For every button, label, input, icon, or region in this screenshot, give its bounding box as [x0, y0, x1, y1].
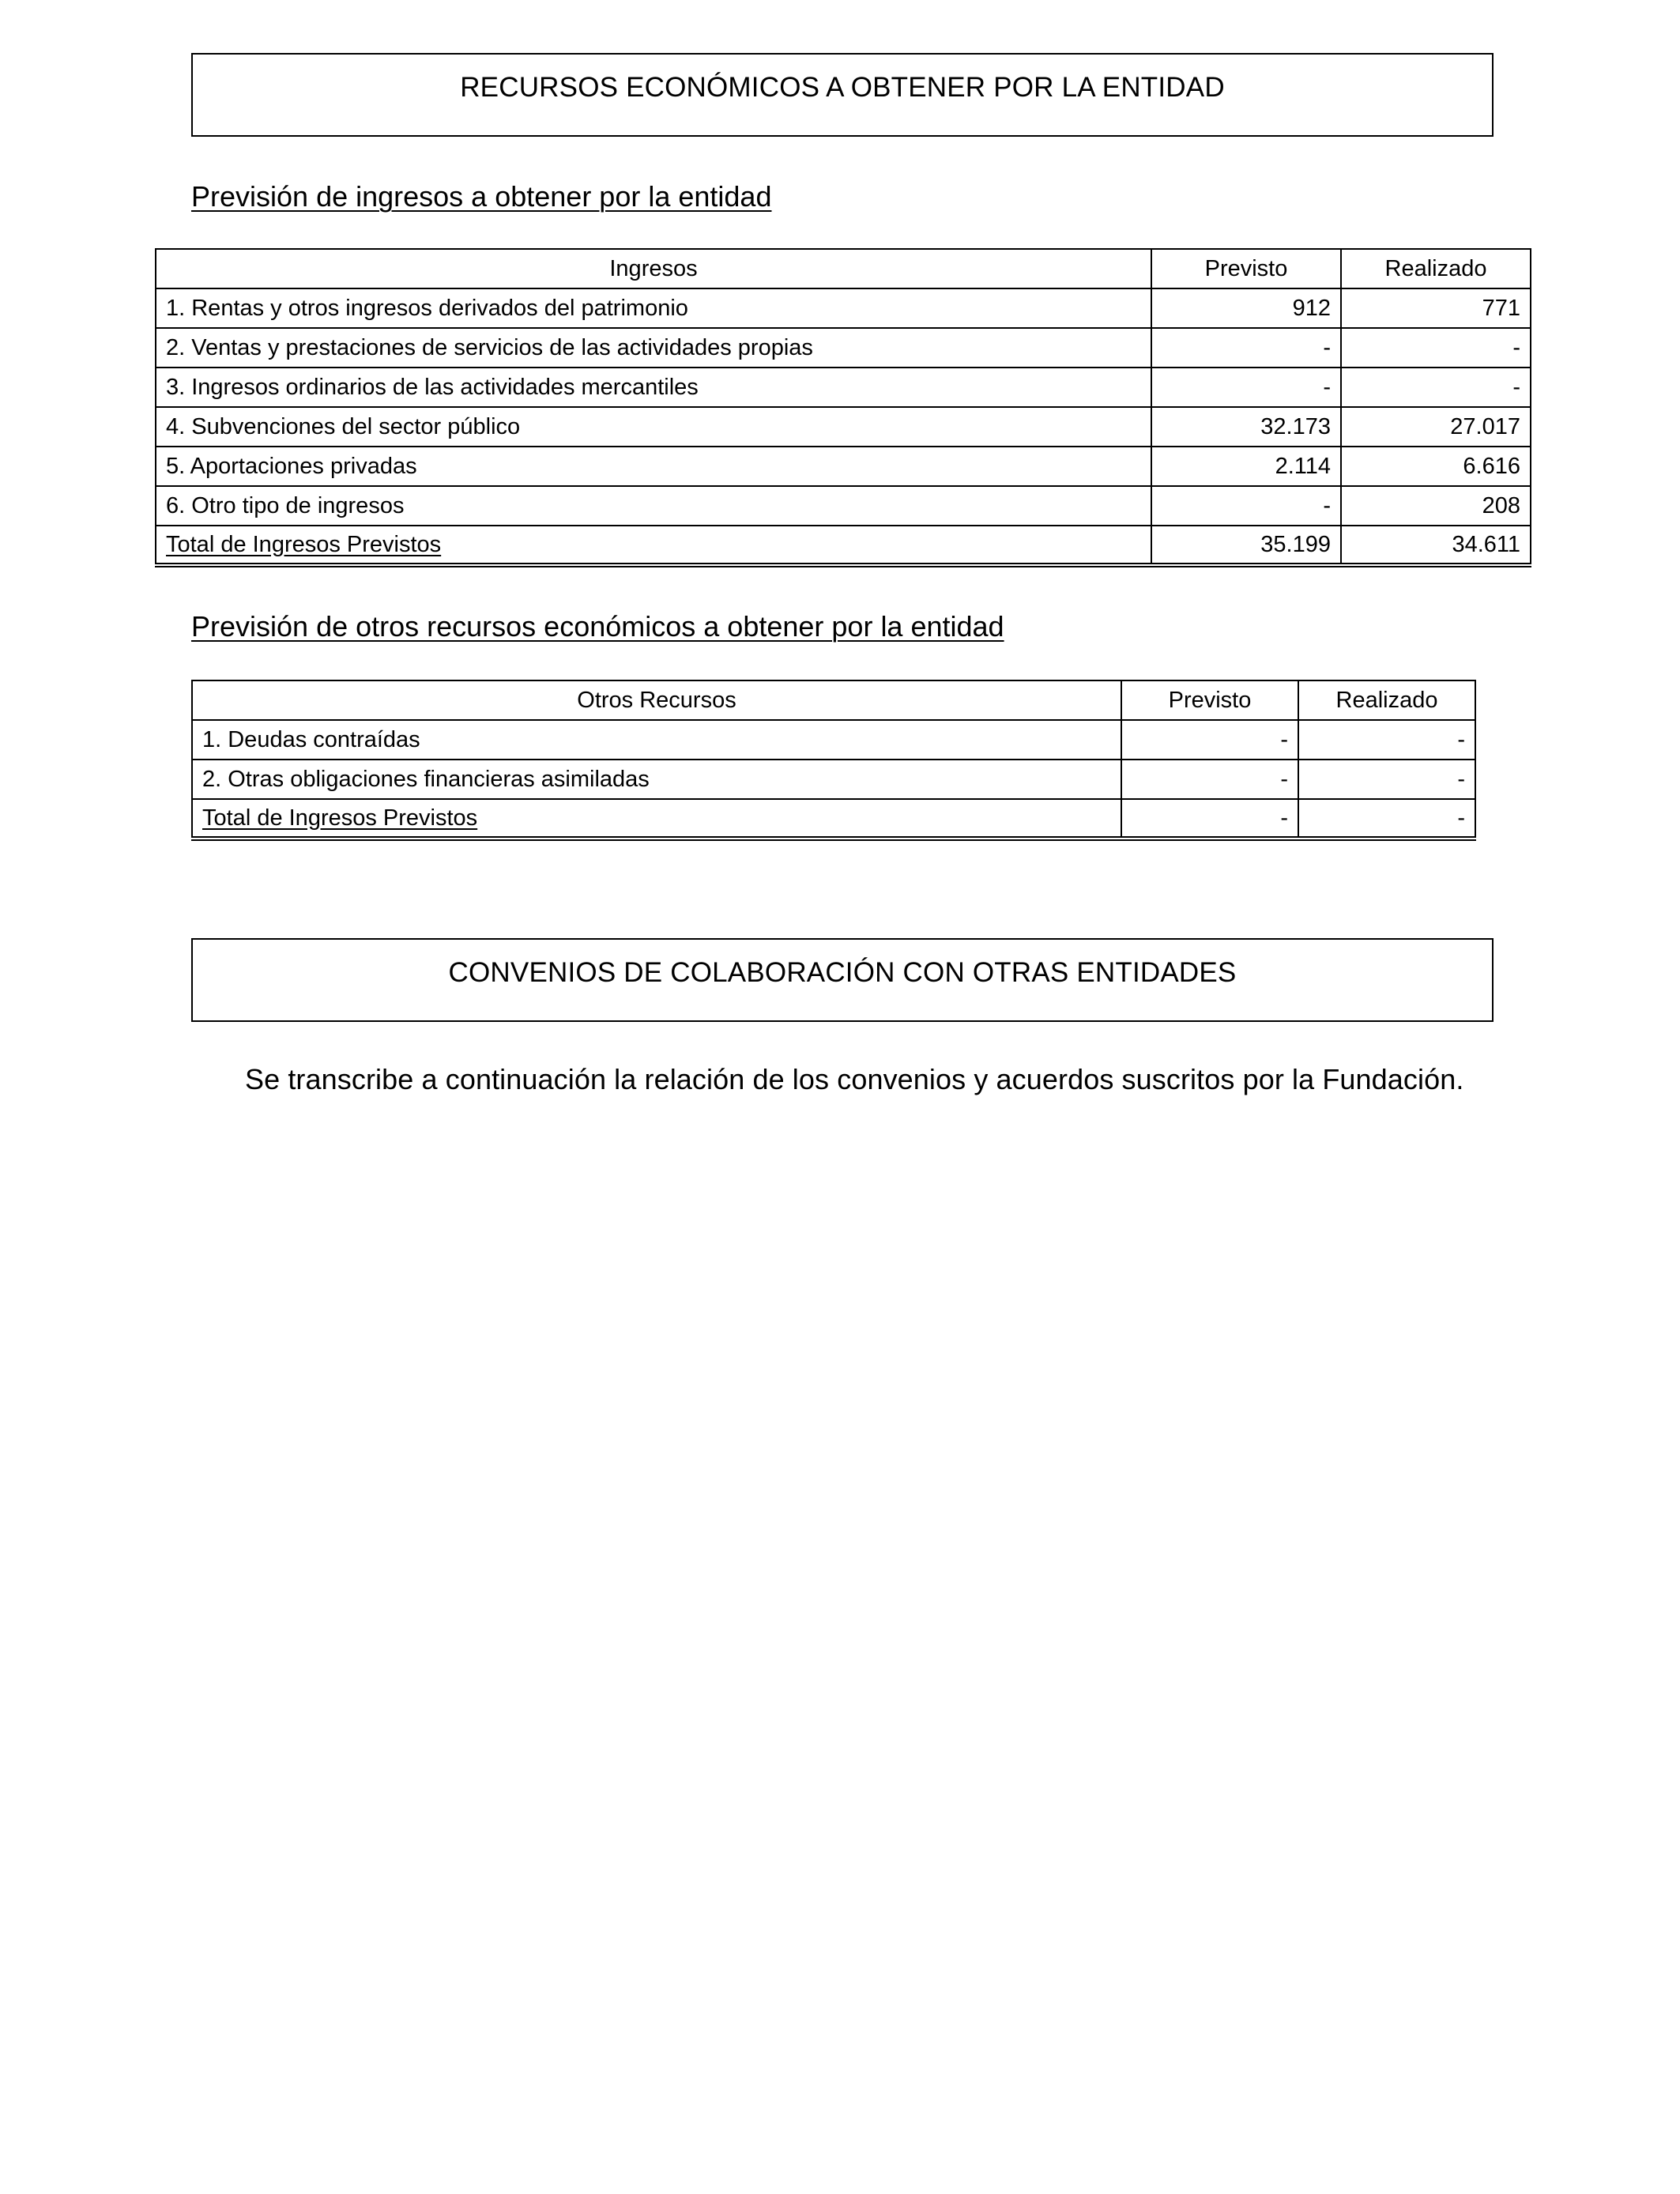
- heading-otros-recursos: Previsión de otros recursos económicos a obtener por la entidad: [191, 610, 1004, 643]
- total-row: [156, 526, 1531, 565]
- section-title-text: CONVENIOS DE COLABORACIÓN CON OTRAS ENTIDADES: [448, 957, 1237, 988]
- row-label: 1. Deudas contraídas: [192, 720, 1121, 760]
- total-label-text: Total de Ingresos Previstos: [202, 805, 478, 831]
- column-header: Previsto: [1121, 680, 1298, 720]
- row-previsto: 2.114: [1151, 447, 1341, 486]
- heading-ingresos: Previsión de ingresos a obtener por la entidad: [191, 180, 772, 213]
- column-header: Ingresos: [156, 249, 1151, 288]
- total-row: [192, 799, 1475, 839]
- section-title-text: RECURSOS ECONÓMICOS A OBTENER POR LA ENTIDAD: [460, 72, 1225, 103]
- row-label: 4. Subvenciones del sector público: [156, 407, 1151, 447]
- otros-recursos-table: [191, 680, 1476, 841]
- row-label: 1. Rentas y otros ingresos derivados del patrimonio: [156, 288, 1151, 328]
- section-title-recursos: [191, 53, 1494, 137]
- row-realizado: 27.017: [1341, 407, 1531, 447]
- row-previsto: -: [1121, 720, 1298, 760]
- total-label: [156, 526, 1151, 565]
- table-row: [192, 760, 1475, 799]
- row-realizado: 6.616: [1341, 447, 1531, 486]
- table-row: [156, 407, 1531, 447]
- table-row: [156, 328, 1531, 368]
- total-label-text: Total de Ingresos Previstos: [166, 531, 442, 557]
- column-header: Otros Recursos: [192, 680, 1121, 720]
- row-realizado: 208: [1341, 486, 1531, 526]
- row-realizado: -: [1341, 328, 1531, 368]
- total-previsto: -: [1121, 799, 1298, 839]
- total-realizado: -: [1298, 799, 1475, 839]
- row-previsto: -: [1151, 368, 1341, 407]
- table-row: [192, 720, 1475, 760]
- column-header: Realizado: [1341, 249, 1531, 288]
- total-label: [192, 799, 1121, 839]
- table-header-row: [156, 249, 1531, 288]
- row-realizado: -: [1298, 720, 1475, 760]
- total-realizado: 34.611: [1341, 526, 1531, 565]
- table-row: [156, 486, 1531, 526]
- column-header: Previsto: [1151, 249, 1341, 288]
- row-label: 2. Otras obligaciones financieras asimiladas: [192, 760, 1121, 799]
- ingresos-table: [155, 248, 1531, 567]
- column-header: Realizado: [1298, 680, 1475, 720]
- table-header-row: [192, 680, 1475, 720]
- body-paragraph: Se transcribe a continuación la relación de los convenios y acuerdos suscritos por la Fundación.: [245, 1063, 1464, 1095]
- row-realizado: -: [1298, 760, 1475, 799]
- section-title-convenios: [191, 938, 1494, 1022]
- total-previsto: 35.199: [1151, 526, 1341, 565]
- table-row: [156, 368, 1531, 407]
- row-realizado: 771: [1341, 288, 1531, 328]
- row-label: 2. Ventas y prestaciones de servicios de las actividades propias: [156, 328, 1151, 368]
- row-previsto: 32.173: [1151, 407, 1341, 447]
- row-previsto: -: [1151, 328, 1341, 368]
- row-label: 3. Ingresos ordinarios de las actividades mercantiles: [156, 368, 1151, 407]
- row-label: 5. Aportaciones privadas: [156, 447, 1151, 486]
- table-row: [156, 447, 1531, 486]
- row-previsto: 912: [1151, 288, 1341, 328]
- row-realizado: -: [1341, 368, 1531, 407]
- table-row: [156, 288, 1531, 328]
- row-previsto: -: [1151, 486, 1341, 526]
- row-previsto: -: [1121, 760, 1298, 799]
- row-label: 6. Otro tipo de ingresos: [156, 486, 1151, 526]
